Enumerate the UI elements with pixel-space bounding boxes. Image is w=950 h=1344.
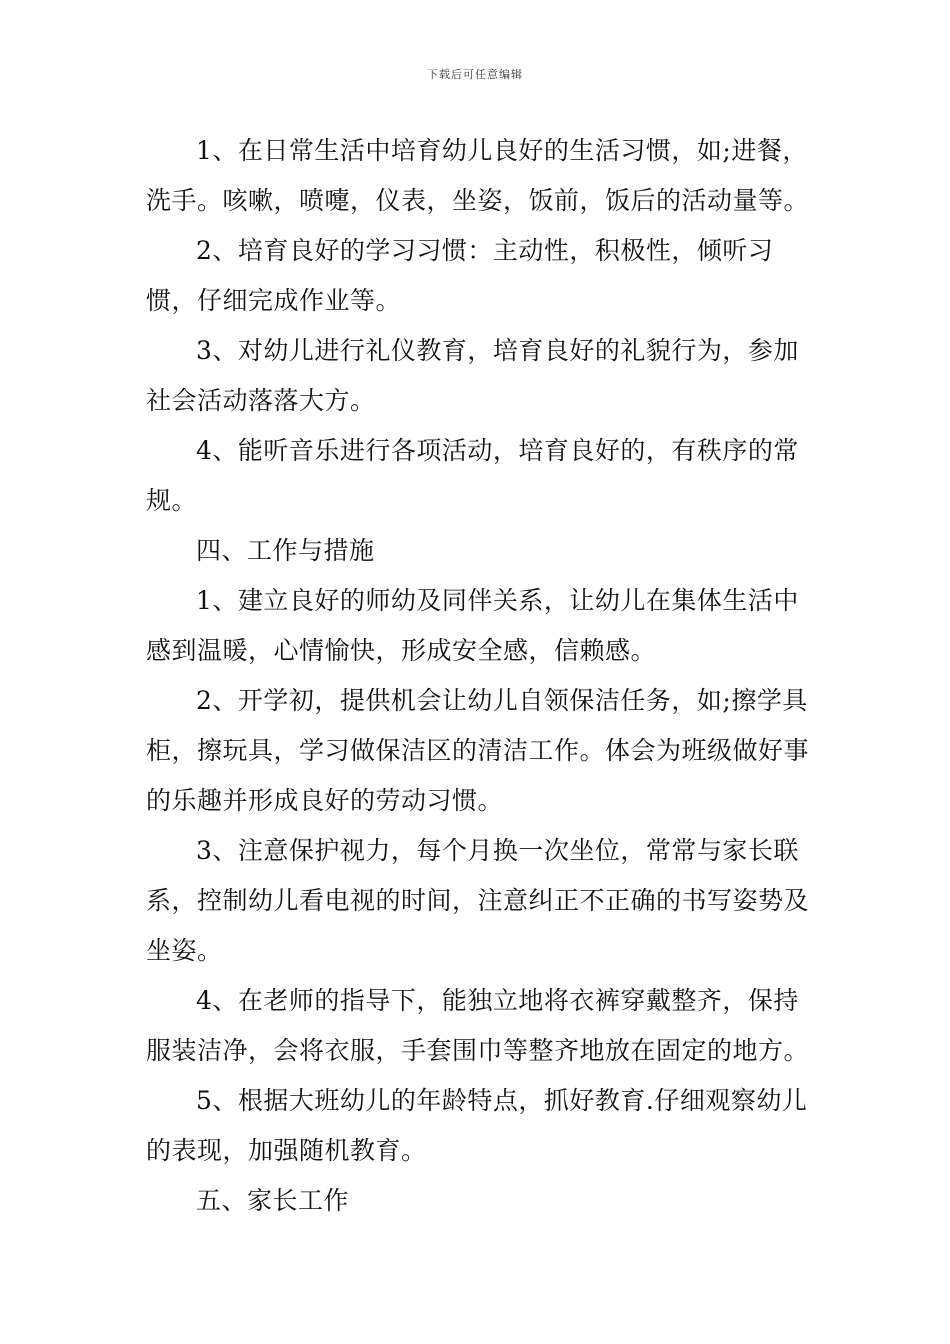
section-heading-parent-work: 五、家长工作 xyxy=(196,1186,350,1215)
header-note: 下载后可任意编辑 xyxy=(427,68,523,81)
paragraph-cleaning-tasks: 2、开学初，提供机会让幼儿自领保洁任务，如;擦学具柜，擦玩具，学习做保洁区的清洁工作。体会为班级做好事的乐趣并形成良好的劳动习惯。 xyxy=(146,686,810,815)
paragraph-habit-daily-life: 1、在日常生活中培育幼儿良好的生活习惯，如;进餐，洗手。咳嗽，喷嚏，仪表，坐姿，饭前，饭后的活动量等。 xyxy=(146,136,810,215)
section-heading-work-measures: 四、工作与措施 xyxy=(196,536,375,565)
paragraph-dressing: 4、在老师的指导下，能独立地将衣裤穿戴整齐，保持服装洁净，会将衣服，手套围巾等整齐地放在固定的地方。 xyxy=(146,986,810,1065)
paragraph-etiquette: 3、对幼儿进行礼仪教育，培育良好的礼貌行为，参加社会活动落落大方。 xyxy=(146,336,799,415)
paragraph-relationships: 1、建立良好的师幼及同伴关系，让幼儿在集体生活中感到温暖，心情愉快，形成安全感，信赖感。 xyxy=(146,586,799,665)
document-body xyxy=(146,126,810,1226)
paragraph-observation: 5、根据大班幼儿的年龄特点，抓好教育.仔细观察幼儿的表现，加强随机教育。 xyxy=(146,1086,808,1165)
paragraph-music-routine: 4、能听音乐进行各项活动，培育良好的，有秩序的常规。 xyxy=(146,436,799,515)
paragraph-vision-care: 3、注意保护视力，每个月换一次坐位，常常与家长联系，控制幼儿看电视的时间，注意纠正不正确的书写姿势及坐姿。 xyxy=(146,836,810,965)
paragraph-habit-study: 2、培育良好的学习习惯：主动性，积极性，倾听习惯，仔细完成作业等。 xyxy=(146,236,774,315)
